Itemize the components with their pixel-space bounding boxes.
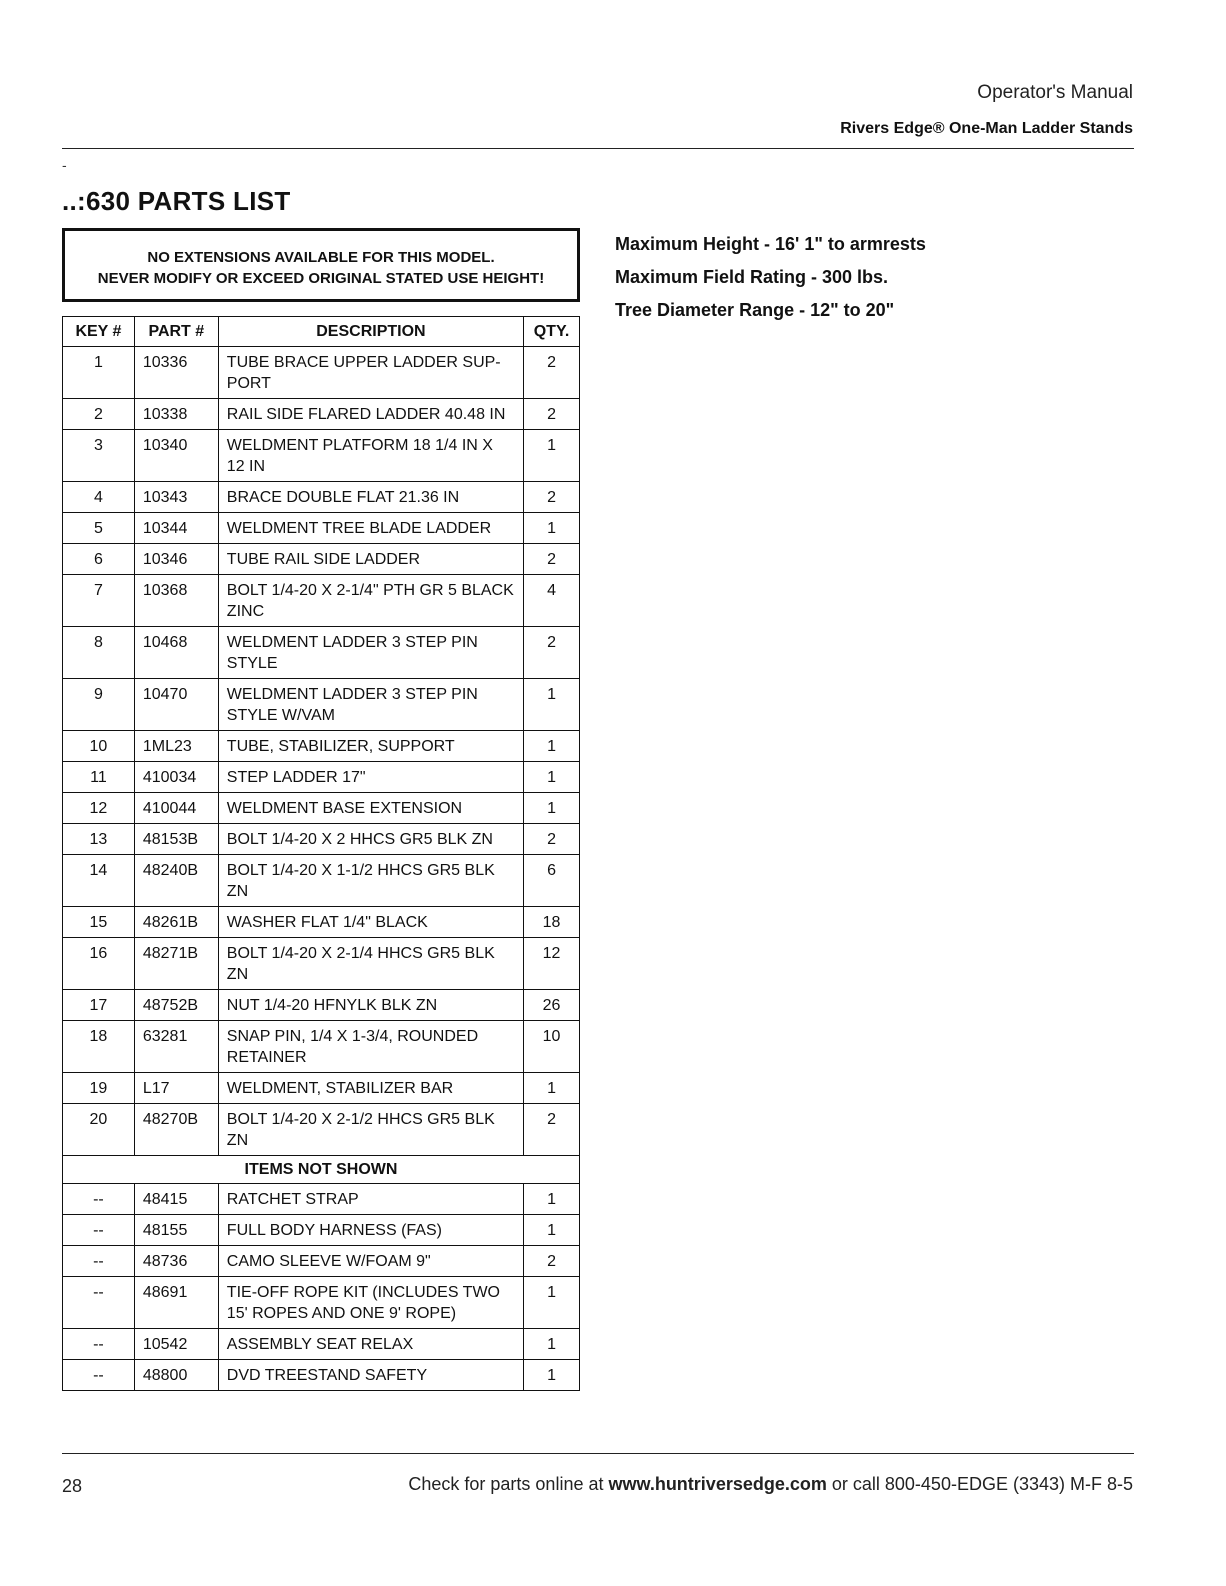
parts-body [63, 347, 580, 1391]
cell-key: -- [63, 1184, 135, 1215]
cell-description: NUT 1/4-20 HFNYLK BLK ZN [218, 990, 523, 1021]
cell-part: 10470 [134, 679, 218, 731]
cell-description: BOLT 1/4-20 X 2-1/4" PTH GR 5 BLACK ZINC [218, 575, 523, 627]
table-row [63, 1360, 580, 1391]
cell-qty: 2 [524, 347, 580, 399]
cell-part: L17 [134, 1073, 218, 1104]
cell-qty: 2 [524, 1246, 580, 1277]
cell-qty: 1 [524, 1277, 580, 1329]
table-row [63, 1104, 580, 1156]
table-row [63, 990, 580, 1021]
cell-qty: 1 [524, 793, 580, 824]
cell-qty: 1 [524, 731, 580, 762]
cell-description: ASSEMBLY SEAT RELAX [218, 1329, 523, 1360]
cell-qty: 12 [524, 938, 580, 990]
cell-description: RATCHET STRAP [218, 1184, 523, 1215]
cell-description: WELDMENT PLATFORM 18 1/4 IN X 12 IN [218, 430, 523, 482]
table-row [63, 1215, 580, 1246]
cell-part: 10542 [134, 1329, 218, 1360]
footer-text [408, 1474, 1133, 1495]
header-qty: QTY. [524, 317, 580, 347]
cell-description: WELDMENT TREE BLADE LADDER [218, 513, 523, 544]
cell-key: 4 [63, 482, 135, 513]
page-title: ..:630 PARTS LIST [62, 186, 291, 216]
cell-part: 48752B [134, 990, 218, 1021]
cell-description: TUBE RAIL SIDE LADDER [218, 544, 523, 575]
table-row [63, 1021, 580, 1073]
cell-part: 10344 [134, 513, 218, 544]
cell-part: 410044 [134, 793, 218, 824]
header-key: KEY # [63, 317, 135, 347]
table-row [63, 1073, 580, 1104]
cell-part: 48270B [134, 1104, 218, 1156]
cell-key: -- [63, 1246, 135, 1277]
cell-description: TIE-OFF ROPE KIT (INCLUDES TWO 15' ROPES AND ONE 9' ROPE) [218, 1277, 523, 1329]
cell-part: 48736 [134, 1246, 218, 1277]
cell-qty: 4 [524, 575, 580, 627]
cell-part: 48691 [134, 1277, 218, 1329]
parts-table [62, 316, 580, 1391]
cell-description: BRACE DOUBLE FLAT 21.36 IN [218, 482, 523, 513]
cell-part: 10338 [134, 399, 218, 430]
table-row [63, 513, 580, 544]
cell-part: 48415 [134, 1184, 218, 1215]
cell-qty: 1 [524, 1184, 580, 1215]
cell-qty: 18 [524, 907, 580, 938]
cell-qty: 1 [524, 513, 580, 544]
cell-qty: 1 [524, 430, 580, 482]
cell-description: WELDMENT, STABILIZER BAR [218, 1073, 523, 1104]
cell-description: WELDMENT LADDER 3 STEP PIN STYLE [218, 627, 523, 679]
section-label: ITEMS NOT SHOWN [63, 1156, 580, 1184]
cell-qty: 1 [524, 679, 580, 731]
cell-qty: 1 [524, 1329, 580, 1360]
table-row [63, 347, 580, 399]
cell-description: WELDMENT LADDER 3 STEP PIN STYLE W/VAM [218, 679, 523, 731]
table-row [63, 762, 580, 793]
warning-line-2: NEVER MODIFY OR EXCEED ORIGINAL STATED USE HEIGHT! [97, 270, 545, 287]
table-row [63, 1329, 580, 1360]
table-row [63, 575, 580, 627]
cell-part: 48271B [134, 938, 218, 990]
table-row [63, 544, 580, 575]
spec-max-height: Maximum Height - 16' 1" to armrests [615, 234, 926, 254]
cell-qty: 2 [524, 399, 580, 430]
cell-part: 48153B [134, 824, 218, 855]
product-label: Rivers Edge® One-Man Ladder Stands [840, 120, 1133, 137]
cell-qty: 26 [524, 990, 580, 1021]
cell-key: -- [63, 1277, 135, 1329]
cell-qty: 2 [524, 627, 580, 679]
cell-part: 410034 [134, 762, 218, 793]
cell-qty: 1 [524, 762, 580, 793]
table-row [63, 399, 580, 430]
table-header-row [63, 317, 580, 347]
spec-max-rating: Maximum Field Rating - 300 lbs. [615, 267, 889, 287]
cell-part: 10468 [134, 627, 218, 679]
cell-part: 10343 [134, 482, 218, 513]
cell-part: 48240B [134, 855, 218, 907]
cell-key: -- [63, 1360, 135, 1391]
table-row [63, 627, 580, 679]
cell-part: 10336 [134, 347, 218, 399]
cell-description: RAIL SIDE FLARED LADDER 40.48 IN [218, 399, 523, 430]
warning-line-1: NO EXTENSIONS AVAILABLE FOR THIS MODEL. [147, 249, 495, 266]
cell-key: 8 [63, 627, 135, 679]
table-row [63, 855, 580, 907]
cell-key: 6 [63, 544, 135, 575]
cell-description: BOLT 1/4-20 X 2 HHCS GR5 BLK ZN [218, 824, 523, 855]
cell-qty: 1 [524, 1215, 580, 1246]
cell-key: -- [63, 1329, 135, 1360]
footer-divider [62, 1453, 1134, 1454]
header-part: PART # [134, 317, 218, 347]
cell-qty: 1 [524, 1073, 580, 1104]
cell-qty: 2 [524, 544, 580, 575]
cell-key: 7 [63, 575, 135, 627]
section-row [63, 1156, 580, 1184]
manual-label: Operator's Manual [977, 82, 1133, 103]
cell-description: DVD TREESTAND SAFETY [218, 1360, 523, 1391]
cell-key: 3 [63, 430, 135, 482]
cell-description: SNAP PIN, 1/4 X 1-3/4, ROUNDED RETAINER [218, 1021, 523, 1073]
cell-key: 5 [63, 513, 135, 544]
cell-description: TUBE, STABILIZER, SUPPORT [218, 731, 523, 762]
cell-part: 48800 [134, 1360, 218, 1391]
page-number: 28 [62, 1476, 83, 1496]
cell-description: BOLT 1/4-20 X 2-1/2 HHCS GR5 BLK ZN [218, 1104, 523, 1156]
cell-description: FULL BODY HARNESS (FAS) [218, 1215, 523, 1246]
cell-description: STEP LADDER 17" [218, 762, 523, 793]
cell-key: 11 [63, 762, 135, 793]
cell-part: 48261B [134, 907, 218, 938]
cell-description: CAMO SLEEVE W/FOAM 9" [218, 1246, 523, 1277]
spec-tree-range: Tree Diameter Range - 12" to 20" [615, 300, 895, 320]
cell-key: 17 [63, 990, 135, 1021]
cell-part: 10368 [134, 575, 218, 627]
cell-description: TUBE BRACE UPPER LADDER SUP-PORT [218, 347, 523, 399]
cell-key: 16 [63, 938, 135, 990]
cell-qty: 1 [524, 1360, 580, 1391]
table-row [63, 1277, 580, 1329]
cell-description: WASHER FLAT 1/4" BLACK [218, 907, 523, 938]
cell-key: 18 [63, 1021, 135, 1073]
cell-key: 10 [63, 731, 135, 762]
cell-key: -- [63, 1215, 135, 1246]
cell-key: 9 [63, 679, 135, 731]
cell-qty: 2 [524, 824, 580, 855]
cell-qty: 10 [524, 1021, 580, 1073]
cell-description: WELDMENT BASE EXTENSION [218, 793, 523, 824]
cell-key: 19 [63, 1073, 135, 1104]
cell-part: 10340 [134, 430, 218, 482]
stray-dash: - [62, 157, 67, 173]
table-row [63, 938, 580, 990]
cell-key: 15 [63, 907, 135, 938]
cell-description: BOLT 1/4-20 X 2-1/4 HHCS GR5 BLK ZN [218, 938, 523, 990]
cell-qty: 2 [524, 482, 580, 513]
cell-qty: 6 [524, 855, 580, 907]
cell-qty: 2 [524, 1104, 580, 1156]
table-row [63, 430, 580, 482]
table-row [63, 907, 580, 938]
header-divider [62, 148, 1134, 149]
footer-website-link[interactable]: www.huntriversedge.com [608, 1474, 827, 1494]
cell-key: 13 [63, 824, 135, 855]
cell-description: BOLT 1/4-20 X 1-1/2 HHCS GR5 BLK ZN [218, 855, 523, 907]
footer-check-text: Check for parts online at [408, 1474, 609, 1494]
table-row [63, 731, 580, 762]
cell-part: 48155 [134, 1215, 218, 1246]
header-description: DESCRIPTION [218, 317, 523, 347]
cell-part: 63281 [134, 1021, 218, 1073]
cell-part: 10346 [134, 544, 218, 575]
cell-key: 1 [63, 347, 135, 399]
table-row [63, 1184, 580, 1215]
table-row [63, 793, 580, 824]
footer-call-text: or call 800-450-EDGE (3343) M-F 8-5 [826, 1474, 1133, 1494]
table-row [63, 482, 580, 513]
warning-box [62, 228, 580, 302]
table-row [63, 679, 580, 731]
table-row [63, 824, 580, 855]
cell-key: 14 [63, 855, 135, 907]
cell-key: 20 [63, 1104, 135, 1156]
cell-key: 2 [63, 399, 135, 430]
cell-part: 1ML23 [134, 731, 218, 762]
specs-block [615, 228, 926, 327]
cell-key: 12 [63, 793, 135, 824]
table-row [63, 1246, 580, 1277]
